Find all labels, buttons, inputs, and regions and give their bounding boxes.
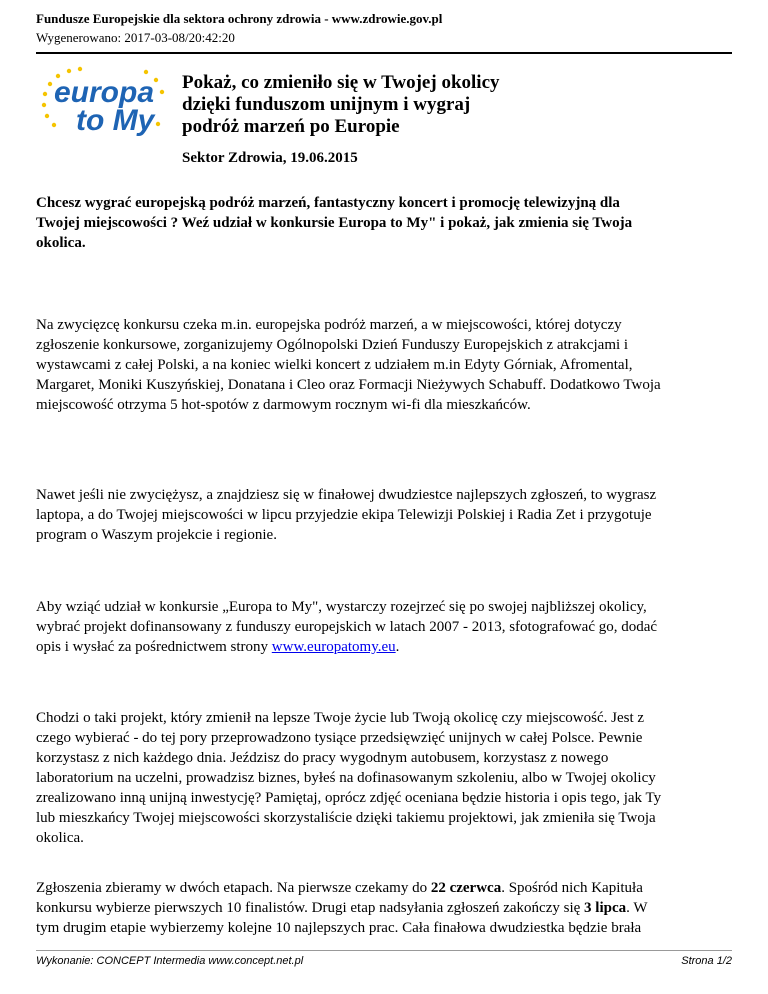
title-line: podróż marzeń po Europie [182, 116, 400, 137]
paragraph-finalists [36, 485, 726, 545]
text-fragment: konkursu wybierze pierwszych 10 finalistów. Drugi etap nadsyłania zgłoszeń zakończy się [36, 900, 585, 916]
deadline-second: 3 lipca [584, 900, 627, 916]
page-number: Strona 1/2 [681, 955, 732, 967]
text-fragment: . Spośród nich Kapituła [501, 880, 643, 896]
europatomy-link[interactable]: www.europatomy.eu [271, 639, 396, 655]
lead-line: okolica. [36, 235, 86, 251]
paragraph-line: Nawet jeśli nie zwyciężysz, a znajdziesz się w finałowej dwudziestce najlepszych zgłoszeń, to wygrasz [36, 487, 657, 503]
paragraph-line [36, 878, 726, 898]
paragraph-deadlines [36, 878, 726, 938]
paragraph-line [36, 637, 726, 657]
text-fragment: opis i wysłać za pośrednictwem strony [36, 639, 272, 655]
paragraph-line: miejscowość otrzyma 5 hot-spotów z darmowym rocznym wi-fi dla mieszkańców. [36, 397, 531, 413]
paragraph-line: tym drugim etapie wybierzemy kolejne 10 najlepszych prac. Cała finałowa dwudziestka będzie brała [36, 920, 642, 936]
paragraph-line [36, 898, 726, 918]
logo-word-to-my: to My [76, 104, 155, 136]
paragraph-how-to-enter [36, 597, 726, 657]
paragraph-line: czego wybierać - do tej pory przeprowadzono tysiące przedsięwzięć unijnych w całej Polsce. Pewnie [36, 730, 643, 746]
paragraph-line: zrealizowano inną unijną inwestycję? Pamiętaj, oprócz zdjęć oceniana będzie historia i opis tego, jak Ty [36, 790, 662, 806]
paragraph-line: wystawcami z całej Polski, a na koniec wielki koncert z udziałem m.in Edyty Górniak, Afromental, [36, 357, 633, 373]
header-rule [36, 52, 732, 54]
paragraph-line: Na zwycięzcę konkursu czeka m.in. europejska podróż marzeń, a w miejscowości, której dotyczy [36, 317, 622, 333]
paragraph-line: Margaret, Moniki Kuszyńskiej, Donatana i Cleo oraz Formacji Nieżywych Schabuff. Dodatkowo Twoja [36, 377, 661, 393]
paragraph-line: laptopa, a do Twojej miejscowości w lipcu przyjedzie ekipa Telewizji Polskiej i Radia Zet i przygotuje [36, 507, 652, 523]
article-title [182, 72, 542, 138]
paragraph-project-description [36, 708, 726, 848]
lead-line: Twojej miejscowości ? Weź udział w konkursie Europa to My" i pokaż, jak zmienia się Twoja [36, 215, 633, 231]
footer-credits: Wykonanie: CONCEPT Intermedia www.concept.net.pl [36, 955, 304, 967]
text-fragment: Zgłoszenia zbieramy w dwóch etapach. Na pierwsze czekamy do [36, 880, 431, 896]
header-title: Fundusze Europejskie dla sektora ochrony zdrowia - www.zdrowie.gov.pl [36, 11, 443, 26]
europa-logo-graphic [36, 62, 171, 136]
text-fragment: . W [626, 900, 648, 916]
paragraph-line: korzystasz z nich każdego dnia. Jeździsz do pracy wygodnym autobusem, korzystasz z nowego [36, 750, 609, 766]
article-lead [36, 193, 726, 253]
paragraph-line: wybrać projekt dofinansowany z funduszy europejskich w latach 2007 - 2013, sfotografować go, dodać [36, 619, 658, 635]
paragraph-line: program o Waszym projekcie i regionie. [36, 527, 277, 543]
text-fragment: . [395, 639, 400, 655]
paragraph-line: lub mieszkańcy Twojej miejscowości skorzystaliście dzięki takiemu projektowi, jak zmieniła się Twoja [36, 810, 656, 826]
article-meta: Sektor Zdrowia, 19.06.2015 [182, 150, 358, 166]
paragraph-line: Aby wziąć udział w konkursie „Europa to My", wystarczy rozejrzeć się po swojej najbliższej okolicy, [36, 599, 647, 615]
title-line: dzięki funduszom unijnym i wygraj [182, 94, 471, 115]
paragraph-line: Chodzi o taki projekt, który zmienił na lepsze Twoje życie lub Twoją okolicę czy miejscowość. Jest z [36, 710, 645, 726]
logo-word-europa: europa [54, 76, 155, 109]
footer-rule [36, 950, 732, 951]
paragraph-prizes [36, 315, 726, 415]
deadline-first: 22 czerwca [430, 880, 502, 896]
paragraph-line: laboratorium na uczelni, prowadzisz biznes, byłeś na dofinasowanym szkoleniu, albo w Twojej okolicy [36, 770, 656, 786]
lead-line: Chcesz wygrać europejską podróż marzeń, fantastyczny koncert i promocję telewizyjną dla [36, 195, 620, 211]
europa-to-my-logo [36, 62, 171, 136]
paragraph-line: okolica. [36, 830, 84, 846]
paragraph-line: zgłoszenie konkursowe, zorganizujemy Ogólnopolski Dzień Funduszy Europejskich z atrakcjami i [36, 337, 629, 353]
generated-timestamp: Wygenerowano: 2017-03-08/20:42:20 [36, 30, 235, 45]
title-line: Pokaż, co zmieniło się w Twojej okolicy [182, 72, 500, 93]
